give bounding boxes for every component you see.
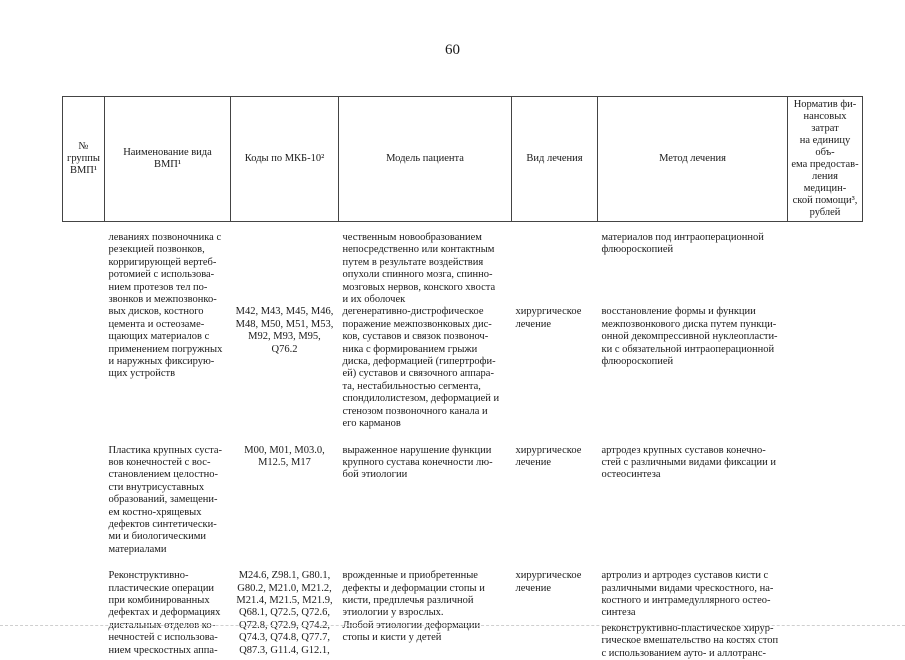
cell-cost-norm xyxy=(788,556,863,660)
cell-icd-codes: M24.6, Z98.1, G80.1, G80.2, M21.0, M21.2, M21.4, M21.5, M21.9, Q68.1, Q72.5, Q72.6, Q72.8, Q72.9, Q74.2, Q74.3, Q74.8, Q77.7, Q87.3, G11.4, G12.1, xyxy=(236,570,333,656)
cell-treatment-type: хирургическое лечение xyxy=(515,570,582,594)
cell-treatment-type: хирургическое лечение xyxy=(515,306,582,330)
cell-vmp-name: Пластика крупных суста- вов конечностей с вос- становлением целостно- сти внутрисуставных образований, замещени- ем костно-хрящевых дефектов синтетически- ми и биологическими материалами xyxy=(108,444,223,555)
cell-icd-codes xyxy=(231,222,339,307)
table-header-row xyxy=(63,97,863,222)
vmp-table-sheet xyxy=(62,96,862,660)
header-treatment-method: Метод лечения xyxy=(598,97,788,222)
cell-cost-norm xyxy=(788,431,863,557)
method-text: реконструктивно-пластическое хирур- гическое вмешательство на костях стоп с использованием ауто- и аллотранс- xyxy=(601,622,779,659)
cell-patient-model: врожденные и приобретенные дефекты и деформации стопы и кисти, предплечья различной этиологии у взрослых. Любой этиологии деформации стопы и кисти у детей xyxy=(342,570,485,644)
cell-treatment-method: материалов под интраоперационной флюороскопией xyxy=(601,232,764,256)
page-number: 60 xyxy=(445,42,460,58)
page-bottom-edge xyxy=(0,625,905,626)
cell-vmp-name: левaниях позвоночника с резекцией позвонков, корригирующей вертеб- ротомией с использова- нием протезов тел по- звонков и межпозвонко- вых дисков, костного цемента и остеозаме- щающих материалов с применением погружных и наружных фиксирую- щих устройств xyxy=(108,232,223,380)
cell-vmp-name: Реконструктивно- пластические операции при комбинированных дефектах и деформациях дистальных отделов ко- нечностей с использова- нием чрескостных аппа- xyxy=(108,570,221,656)
cell-cost-norm xyxy=(788,222,863,307)
cell-group-number xyxy=(63,556,105,660)
cell-treatment-type xyxy=(512,222,598,307)
cell-group-number xyxy=(63,306,105,430)
cell-patient-model: выраженное нарушение функции крупного сустава конечности лю- бой этиологии xyxy=(342,444,493,481)
cell-icd-codes: M42, M43, M45, M46, M48, M50, M51, M53, M92, M93, M95, Q76.2 xyxy=(235,306,334,355)
table-row xyxy=(63,556,863,660)
cell-patient-model: дегенеративно-дистрофическое поражение межпозвонковых дис- ков, суставов и связок позвоноч- ника с формированием грыжи диска, деформацией (гипертрофи- ей) суставов и связочного аппара- та, нестабильностью сегмента, спондилолистезом, деформацией и стенозом позвоночного канала и его карманов xyxy=(342,306,500,430)
header-treatment-type: Вид лечения xyxy=(512,97,598,222)
header-patient-model: Модель пациента xyxy=(339,97,512,222)
cell-treatment-type: хирургическое лечение xyxy=(515,444,582,468)
cell-icd-codes: M00, M01, M03.0, M12.5, M17 xyxy=(244,444,325,468)
cell-treatment-method: артродез крупных суставов конечно- стей с различными видами фиксации и остеосинтеза xyxy=(601,444,776,481)
cell-group-number xyxy=(63,222,105,307)
table-row xyxy=(63,431,863,557)
header-cost-norm: Норматив фи- нансовых затрат на единицу объ- ема предостав- ления медицин- ской помощи³, рублей xyxy=(788,97,863,222)
header-group-number: № группы ВМП¹ xyxy=(63,97,105,222)
table-row xyxy=(63,222,863,307)
header-icd-codes: Коды по МКБ-10² xyxy=(231,97,339,222)
cell-cost-norm xyxy=(788,306,863,430)
cell-treatment-method xyxy=(598,556,788,660)
cell-patient-model: чественным новообразованием непосредственно или контактным путем в результате воздействия опухоли спинного мозга, спинно- мозговых нервов, конского хвоста и их оболочек xyxy=(342,232,496,306)
vmp-table xyxy=(62,96,863,660)
cell-treatment-method: восстановление формы и функции межпозвонкового диска путем пункци- онной декомпрессивной нуклеопласти- ки с обязательной интраоперационной флюороскопией xyxy=(601,306,778,368)
cell-group-number xyxy=(63,431,105,557)
header-vmp-name: Наименование вида ВМП¹ xyxy=(105,97,231,222)
method-text: артролиз и артродез суставов кисти с различными видами чрескостного, на- костного и интрамедуллярного остео- синтеза xyxy=(601,570,774,619)
